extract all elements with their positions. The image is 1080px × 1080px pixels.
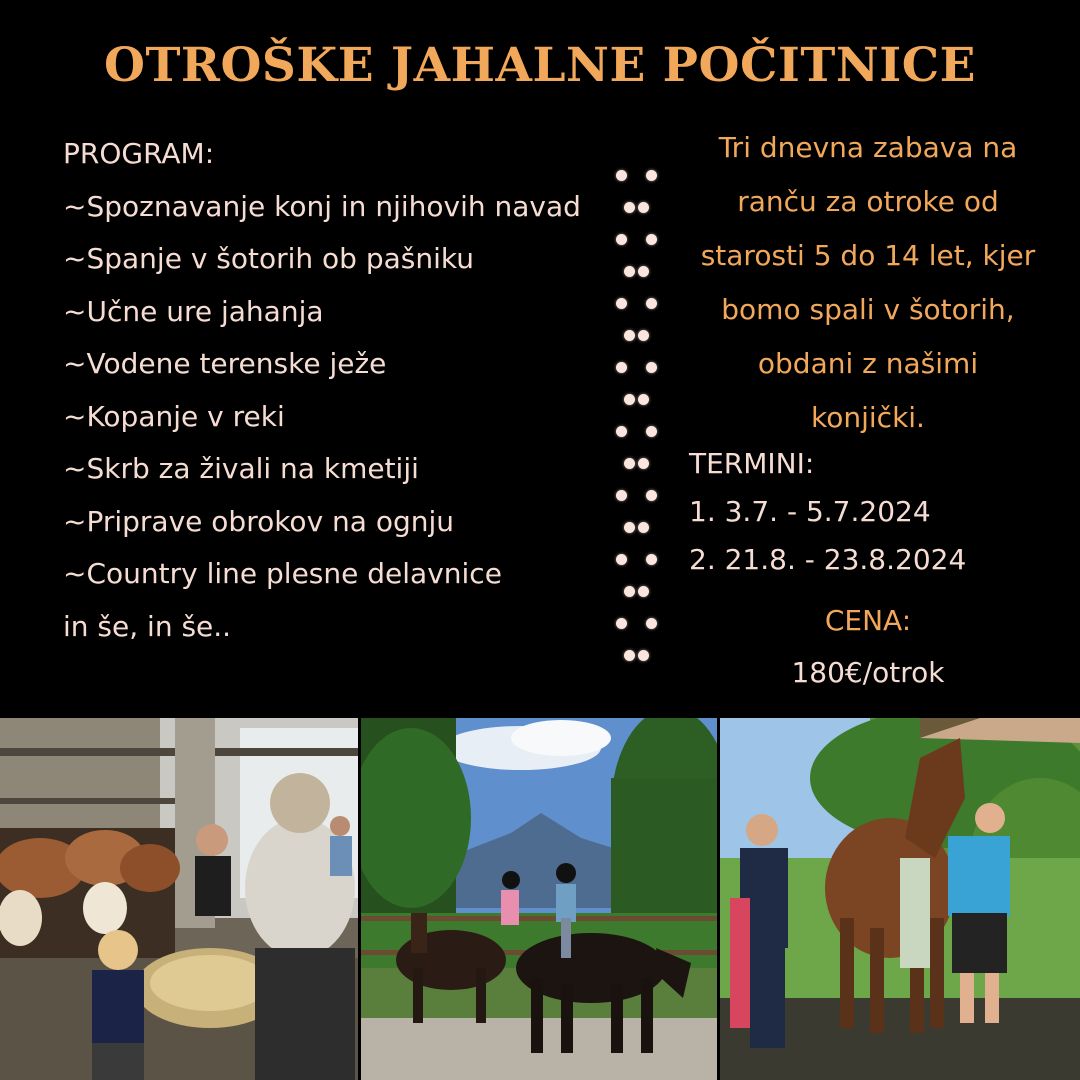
program-item: ~Učne ure jahanja [63,294,324,328]
termin-date: 2. 21.8. - 23.8.2024 [689,543,967,576]
photo-grooming [720,718,1080,1080]
divider-dot [624,266,635,277]
divider-dot [646,554,657,565]
divider-dot [638,650,649,661]
termini-heading: TERMINI: [689,447,815,480]
program-item: ~Skrb za živali na kmetiji [63,452,419,485]
divider-dot [646,234,657,245]
price-value: 180€/otrok [791,656,945,689]
intro-line: konjički. [811,401,925,434]
divider-dot [638,522,649,533]
divider-dot [616,490,627,501]
photo-stable [0,718,358,1080]
divider-dot [638,394,649,405]
divider-dot [616,618,627,629]
divider-dot [624,202,635,213]
termin-date: 1. 3.7. - 5.7.2024 [689,495,931,528]
divider-dot [616,554,627,565]
divider-dot [638,586,649,597]
divider-dot [624,458,635,469]
price-block [668,595,1068,699]
divider-dot [616,170,627,181]
divider-dot [638,458,649,469]
page-title: OTROŠKE JAHALNE POČITNICE [104,38,976,93]
divider-dot [616,426,627,437]
divider-dot [616,298,627,309]
intro-text [668,121,1068,445]
photo-riding [361,718,717,1080]
price-label: CENA: [824,604,912,637]
divider-dot [616,234,627,245]
program-heading: PROGRAM: [63,137,215,170]
program-item: in še, in še.. [63,609,232,643]
divider-dot [646,298,657,309]
divider-dot [638,330,649,341]
intro-line: Tri dnevna zabava na [718,131,1018,164]
divider-dot [646,426,657,437]
divider-dot [624,586,635,597]
intro-line: starosti 5 do 14 let, kjer [700,239,1036,272]
termini-block [689,440,1069,584]
photo-strip [0,718,1080,1080]
program-item: ~Priprave obrokov na ognju [63,504,455,538]
divider-dot [624,650,635,661]
divider-dot [646,490,657,501]
program-item: ~Country line plesne delavnice [63,557,502,590]
divider-dot [616,362,627,373]
intro-line: obdani z našimi [757,347,979,380]
program-list [63,128,608,653]
intro-line: ranču za otroke od [737,185,999,218]
divider-dot [624,330,635,341]
dot-divider [608,170,670,690]
divider-dot [624,522,635,533]
divider-dot [646,618,657,629]
program-item: ~Spanje v šotorih ob pašniku [63,242,475,275]
program-item: ~Kopanje v reki [63,399,285,433]
program-item: ~Spoznavanje konj in njihovih navad [63,189,581,223]
divider-dot [638,266,649,277]
program-item: ~Vodene terenske ježe [63,347,387,380]
divider-dot [646,170,657,181]
divider-dot [638,202,649,213]
divider-dot [624,394,635,405]
divider-dot [646,362,657,373]
intro-line: bomo spali v šotorih, [721,293,1015,326]
